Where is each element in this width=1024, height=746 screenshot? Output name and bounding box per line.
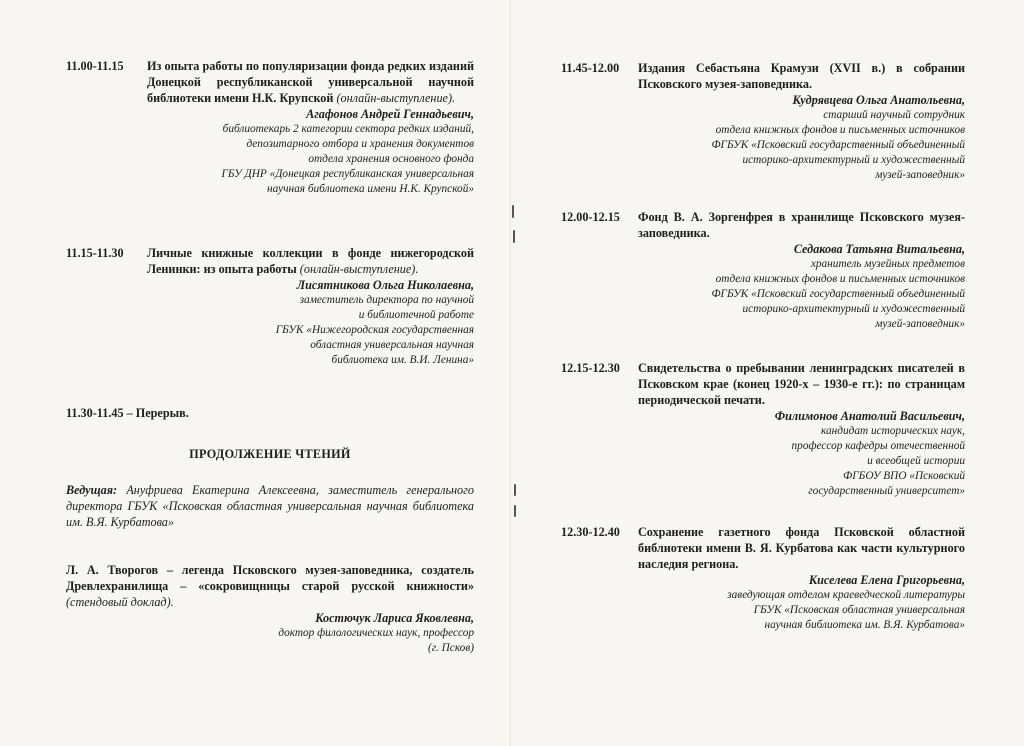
agenda-item [66,58,474,197]
affiliation-line: отдела книжных фондов и письменных источников [715,273,965,285]
agenda-item [561,524,965,633]
talk-title: Сохранение газетного фонда Псковской областной библиотеки имени В. Я. Курбатова как части культурного наследия региона. [638,525,965,571]
affiliation-line: научная библиотека имени Н.К. Крупской» [267,183,474,195]
break-line: 11.30-11.45 – Перерыв. [66,406,189,420]
speaker-name: Костючук Лариса Яковлевна, [315,611,474,625]
host-name: Ануфриева Екатерина Алексеевна [126,483,316,497]
affiliation-line: заведующая отделом краеведческой литературы [727,589,965,601]
affiliation-line: областная универсальная научная [310,339,474,351]
affiliation-line: (г. Псков) [427,642,474,654]
host-block [66,482,474,530]
affiliation-line: музей-заповедник» [875,169,965,181]
speaker-name: Агафонов Андрей Геннадьевич, [306,107,474,121]
affiliation-line: отдела хранения основного фонда [308,153,474,165]
affiliation-line: заместитель директора по научной [299,294,474,306]
fold-mark [514,484,516,496]
affiliation-line: ГБУ ДНР «Донецкая республиканская универсальная [221,168,474,180]
affiliation-line: музей-заповедник» [875,318,965,330]
speaker-name: Филимонов Анатолий Васильевич, [774,409,965,423]
affiliation-line: библиотека им. В.И. Ленина» [331,354,474,366]
talk-title: Личные книжные коллекции в фонде нижегородской Ленинки: из опыта работы (онлайн-выступление). [147,246,474,276]
speaker-name: Киселева Елена Григорьевна, [808,573,965,587]
host-label: Ведущая: [66,483,118,497]
fold-mark [513,230,515,243]
affiliation-line: историко-архитектурный и художественный [742,154,965,166]
affiliation-line: и всеобщей истории [867,455,965,467]
affiliation-line: и библиотечной работе [358,309,474,321]
speaker-name: Седакова Татьяна Витальевна, [793,242,965,256]
affiliation-line: депозитарного отбора и хранения документов [246,138,474,150]
speaker-block [66,610,474,656]
time-slot: 11.45-12.00 [561,61,620,75]
time-slot: 11.15-11.30 [66,246,124,260]
affiliation-line: ФГБУК «Псковский государственный объединенный [711,139,965,151]
affiliation-line: кандидат исторических наук, [821,425,965,437]
agenda-item [561,209,965,332]
talk-title: Из опыта работы по популяризации фонда редких изданий Донецкой республиканской универсальной научной библиотеки имени Н.К. Крупской (онлайн-выступление). [147,59,474,105]
affiliation-line: хранитель музейных предметов [810,258,965,270]
speaker-name: Кудрявцева Ольга Анатольевна, [792,93,965,107]
time-slot: 12.30-12.40 [561,525,620,539]
speaker-block [561,408,965,499]
page-fold [510,0,511,746]
agenda-item [66,562,474,656]
speaker-name: Лисятникова Ольга Николаевна, [296,278,474,292]
talk-note: (онлайн-выступление). [299,262,419,276]
agenda-item [561,60,965,183]
affiliation-line: старший научный сотрудник [823,109,965,121]
affiliation-line: государственный университет» [808,485,965,497]
affiliation-line: библиотекарь 2 категории сектора редких изданий, [222,123,474,135]
talk-note: (стендовый доклад). [66,595,174,609]
talk-title: Фонд В. А. Зоргенфрея в хранилище Псковского музея-заповедника. [638,210,965,240]
fold-mark [512,205,514,218]
speaker-block [66,106,474,197]
affiliation-line: ГБУК «Псковская областная универсальная [753,604,965,616]
affiliation-line: научная библиотека им. В.Я. Курбатова» [764,619,965,631]
affiliation-line: профессор кафедры отечественной [791,440,965,452]
talk-title: Издания Себастьяна Крамузи (XVII в.) в собрании Псковского музея-заповедника. [638,61,965,91]
affiliation-line: ФГБУК «Псковский государственный объединенный [711,288,965,300]
section-heading: ПРОДОЛЖЕНИЕ ЧТЕНИЙ [189,447,351,461]
speaker-block [66,277,474,368]
time-slot: 12.15-12.30 [561,361,620,375]
speaker-block [561,92,965,183]
agenda-item [66,245,474,368]
time-slot: 11.00-11.15 [66,59,124,73]
talk-title: Свидетельства о пребывании ленинградских писателей в Псковском крае (конец 1920-х – 1930-е гг.): по страницам периодической печати. [638,361,965,407]
agenda-item [561,360,965,499]
speaker-block [561,241,965,332]
talk-title: Л. А. Творогов – легенда Псковского музея-заповедника, создатель Древлехранилища – «сокровищницы старой русской книжности» (стендовый доклад). [66,563,474,609]
affiliation-line: ГБУК «Нижегородская государственная [275,324,474,336]
host-text: , заместитель генерального директора ГБУК «Псковская областная универсальная научная библиотека им. В.Я. Курбатова» [66,483,474,529]
affiliation-line: отдела книжных фондов и письменных источников [715,124,965,136]
affiliation-line: ФГБОУ ВПО «Псковский [843,470,965,482]
speaker-block [561,572,965,633]
fold-mark [514,505,516,517]
affiliation-line: историко-архитектурный и художественный [742,303,965,315]
talk-note: (онлайн-выступление). [336,91,456,105]
time-slot: 12.00-12.15 [561,210,620,224]
affiliation-line: доктор филологических наук, профессор [278,627,474,639]
